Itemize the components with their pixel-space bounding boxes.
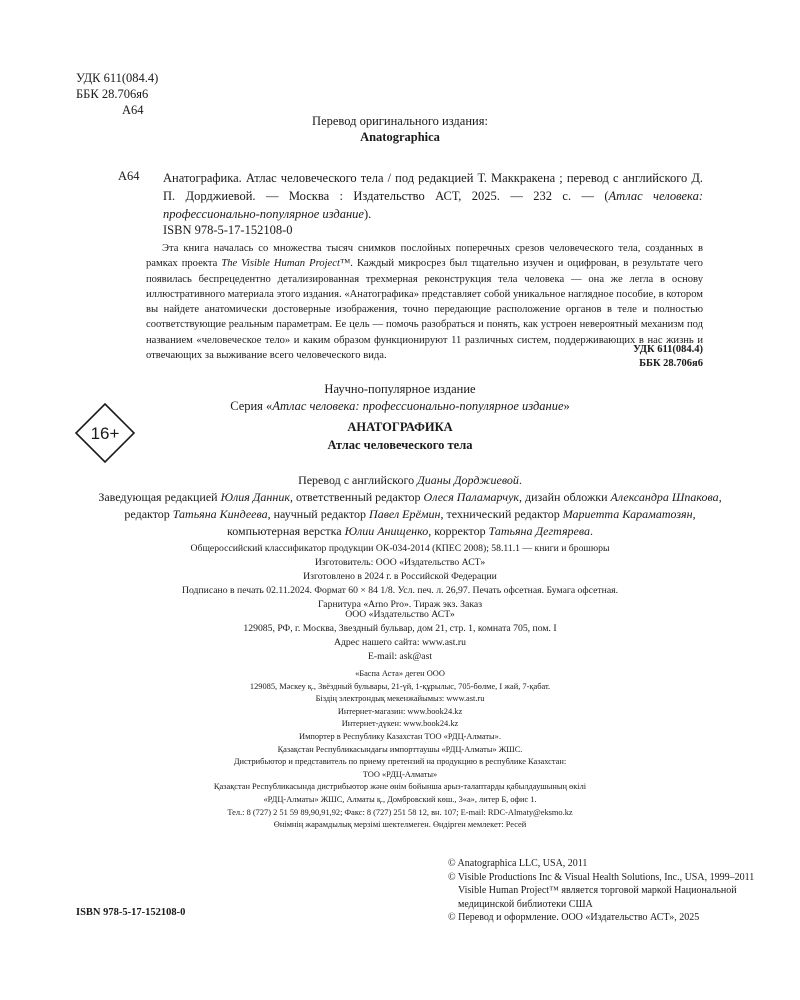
credits-layout-prefix: компьютерная верстка (227, 524, 345, 538)
catalog-isbn: ISBN 978-5-17-152108-0 (163, 223, 293, 237)
imprint-line: Изготовлено в 2024 г. в Российской Федерации (303, 571, 497, 582)
copyright-line: © Visible Productions Inc & Visual Health Solutions, Inc., USA, 1999–2011 (448, 871, 755, 883)
credits-head-prefix: Заведующая редакцией (98, 490, 221, 504)
credits-sci: Павел Ерёмин (369, 507, 441, 521)
credits (80, 472, 740, 540)
imprint-line: Общероссийский классификатор продукции ОК-034-2014 (КПЕС 2008); 58.11.1 — книги и брошюры (190, 543, 610, 554)
publisher-line: E-mail: ask@ast (367, 651, 433, 662)
kz-line: Қазақстан Республикасындағы импорттаушы «РДЦ-Алматы» ЖШС. (277, 744, 523, 754)
copyright-line: © Перевод и оформление. ООО «Издательство АСТ», 2025 (448, 912, 700, 923)
annotation-project: The Visible Human Project™ (221, 258, 351, 270)
bbk-code-2: ББК 28.706я6 (639, 358, 703, 369)
kz-line: Дистрибьютор и представитель по приему претензий на продукцию в республике Казахстан: (233, 757, 567, 767)
copyright-line: Visible Human Project™ является торговой маркой Национальной (458, 885, 737, 896)
udk-block-2 (560, 343, 703, 371)
catalog-entry (163, 169, 703, 223)
imprint-line: Изготовитель: ООО «Издательство АСТ» (314, 557, 486, 568)
catalog-text: Анатографика. Атлас человеческого тела / под редакцией Т. Маккракена ; перевод с английского Д. П. Дорджиевой. — Москва : Издательство АСТ, 2025. — 232 с. — ( (163, 171, 703, 203)
kz-line: Интернет-магазин: www.book24.kz (337, 706, 463, 716)
credits-sci-prefix: , научный редактор (267, 507, 370, 521)
imprint-line: Гарнитура «Arno Pro». Тираж экз. Заказ (317, 599, 483, 610)
credits-editor-prefix: редактор (124, 507, 173, 521)
series-type: Научно-популярное издание (324, 382, 476, 396)
annotation-part1: Эта книга началась со множества тысяч снимков послойных поперечных срезов человеческого тела, созданных в рамках проекта (146, 243, 703, 270)
isbn-bottom: ISBN 978-5-17-152108-0 (76, 907, 186, 918)
credits-tech: Мариетта Караматозян (562, 507, 693, 521)
bbk-code: ББК 28.706я6 (76, 87, 149, 101)
age-rating-text: 16+ (90, 424, 120, 443)
kazakhstan-info (0, 668, 800, 832)
kz-line: Импортер в Республику Казахстан ТОО «РДЦ-Алматы». (299, 731, 501, 741)
book-subtitle: Атлас человеческого тела (327, 438, 473, 452)
catalog-code: А64 (118, 169, 140, 183)
kz-line: Тел.: 8 (727) 2 51 59 89,90,91,92; Факс: 8 (727) 251 58 12, вн. 107; E-mail: RDC-Almaty@eksmo.kz (227, 807, 573, 817)
credits-proof: Татьяна Дегтярева (488, 524, 590, 538)
kz-line: ТОО «РДЦ-Алматы» (362, 769, 438, 779)
book-title: АНАТОГРАФИКА (347, 420, 453, 434)
imprint (0, 542, 800, 612)
catalog-end: ). (363, 207, 372, 221)
udk-code: УДК 611(084.4) (76, 71, 159, 85)
credits-tech-prefix: , технический редактор (440, 507, 563, 521)
copyright (448, 857, 754, 925)
series-prefix: Серия « (230, 399, 273, 413)
credits-layout: Юлии Анищенко (344, 524, 429, 538)
credits-cover: Александра Шпакова (610, 490, 719, 504)
copyright-line: медицинской библиотеки США (458, 898, 593, 910)
credits-line-3: редактор Татьяна Киндеева, научный редактор Павел Ерёмин, технический редактор Мариетта Караматозян, (124, 507, 696, 521)
kz-line: Біздің электрондық мекенжайымыз: www.ast.ru (315, 694, 485, 704)
author-mark: А64 (122, 103, 144, 117)
kz-line: «Баспа Аста» деген ООО (355, 669, 445, 678)
imprint-line: Подписано в печать 02.11.2024. Формат 60 × 84 1/8. Усл. печ. л. 26,97. Печать офсетная. Бумага офсетная. (181, 585, 618, 596)
copyright-line: © Anatographica LLC, USA, 2011 (448, 858, 588, 869)
kz-line: Өнімнің жарамдылық мерзімі шектелмеген. Өндірген мемлекет: Ресей (273, 820, 527, 830)
credits-translation: Перевод с английского Дианы Дорджиевой. (298, 473, 522, 487)
credits-exec: Олеся Паламарчук (423, 490, 520, 504)
annotation-part2: . Каждый микросрез был тщательно изучен и оцифрован, в результате чего появилась беспрецедентно детализированная трехмерная реконструкция тела человека — она же легла в основу иллюстративного материала этого издания. «Анатографика» представляет собой уникальное наглядное пособие, в котором вы найдете анатомически достоверные изображения, точно передающие расположение органов в теле и полностью соответствующие реальным параметрам. Ее цель — помочь разобраться и понять, как устроен невероятный механизм под названием «человеческое тело» и каким образом функционируют 11 различных систем, поддерживающих в нас жизнь и отвечающих за выживание всего человеческого вида. (146, 258, 703, 362)
credits-exec-prefix: , ответственный редактор (289, 490, 424, 504)
kz-line: Интернет-дүкен: www.book24.kz (341, 719, 459, 729)
kz-line: 129085, Мәскеу қ., Звёздный бульвары, 21-үй, 1-құрылыс, 705-бөлме, I жай, 7-қабат. (249, 681, 551, 691)
publisher-line: ООО «Издательство АСТ» (345, 609, 455, 620)
credits-translator: Дианы Дорджиевой (417, 473, 519, 487)
credits-line-4: компьютерная верстка Юлии Анищенко, корректор Татьяна Дегтярева. (227, 524, 593, 538)
kz-line: Қазақстан Республикасында дистрибьютор және өнім бойынша арыз-талаптарды қабылдаушының өкілі (213, 782, 587, 792)
credits-editor: Татьяна Киндеева (172, 507, 268, 521)
series-suffix: » (563, 399, 570, 413)
catalog-series: Атлас человека: профессионально-популярное издание (163, 189, 703, 221)
publisher-line: 129085, РФ, г. Москва, Звездный бульвар, дом 21, стр. 1, комната 705, пом. I (243, 623, 557, 634)
udk-block (76, 70, 158, 118)
original-edition-label: Перевод оригинального издания: (312, 114, 488, 128)
credits-translation-prefix: Перевод с английского (298, 473, 418, 487)
credits-cover-prefix: , дизайн обложки (519, 490, 611, 504)
credits-proof-prefix: , корректор (428, 524, 489, 538)
series-name: Атлас человека: профессионально-популярное издание (272, 399, 564, 413)
publisher-line: Адрес нашего сайта: www.ast.ru (334, 637, 466, 648)
udk-code-2: УДК 611(084.4) (633, 344, 703, 355)
publisher-info (0, 608, 800, 664)
credits-line-2: Заведующая редакцией Юлия Данник, ответственный редактор Олеся Паламарчук, дизайн обложки Александра Шпакова, (98, 490, 722, 504)
original-edition-title: Anatographica (360, 130, 440, 144)
book-title-block (0, 418, 800, 454)
original-edition (0, 113, 800, 145)
credits-head: Юлия Данник (220, 490, 290, 504)
kz-line: «РДЦ-Алматы» ЖШС, Алматы қ., Домбровский көш., 3«а», литер Б, офис 1. (263, 794, 537, 804)
